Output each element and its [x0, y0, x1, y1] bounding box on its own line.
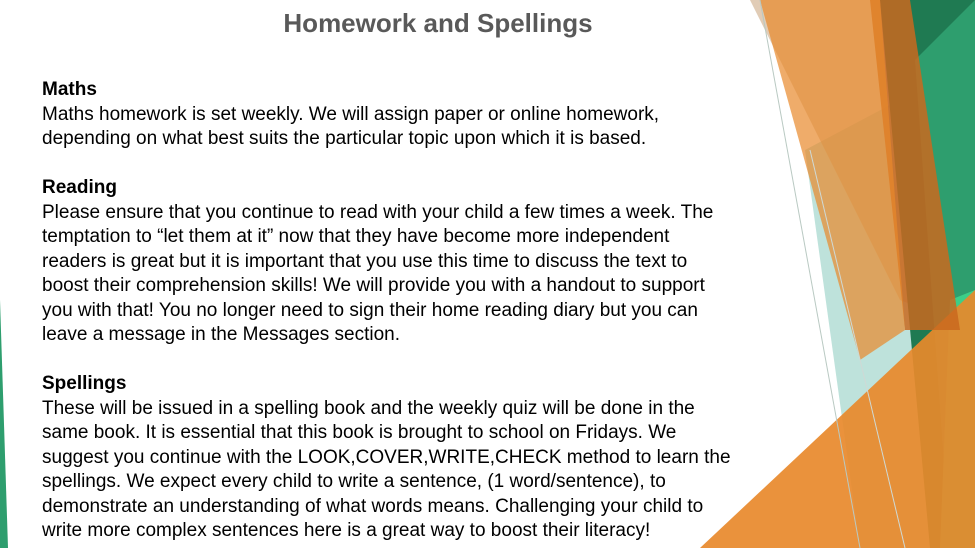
section-heading: Maths — [42, 79, 97, 100]
section-heading: Reading — [42, 177, 117, 198]
section-maths — [42, 78, 842, 152]
section-reading — [42, 176, 842, 348]
section-spellings — [42, 372, 842, 544]
section-text: Please ensure that you continue to read with your child a few times a week. The temptation to “let them at it” now that they have become more independent readers is great but it is important that you use this time to discuss the text to boost their comprehension skills! We will provide you with a handout to support you with that! You no longer need to sign their home reading diary but you can leave a message in the Messages section. — [42, 201, 714, 345]
section-heading: Spellings — [42, 373, 127, 394]
section-text: Maths homework is set weekly. We will assign paper or online homework, depending on what best suits the particular topic upon which it is based. — [42, 103, 660, 149]
left-green-sliver-shape — [0, 300, 8, 548]
content-body — [42, 78, 842, 548]
section-text: These will be issued in a spelling book and the weekly quiz will be done in the same book. It is essential that this book is brought to school on Fridays. We suggest you continue with the LOOK,COVER,WRITE,CHECK method to learn the spellings. We expect every child to write a sentence, (1 word/sentence), to demonstrate an understanding of what words means. Challenging your child to write more complex sentences here is a great way to boost their literacy! — [42, 397, 731, 541]
page-title: Homework and Spellings — [283, 8, 593, 38]
